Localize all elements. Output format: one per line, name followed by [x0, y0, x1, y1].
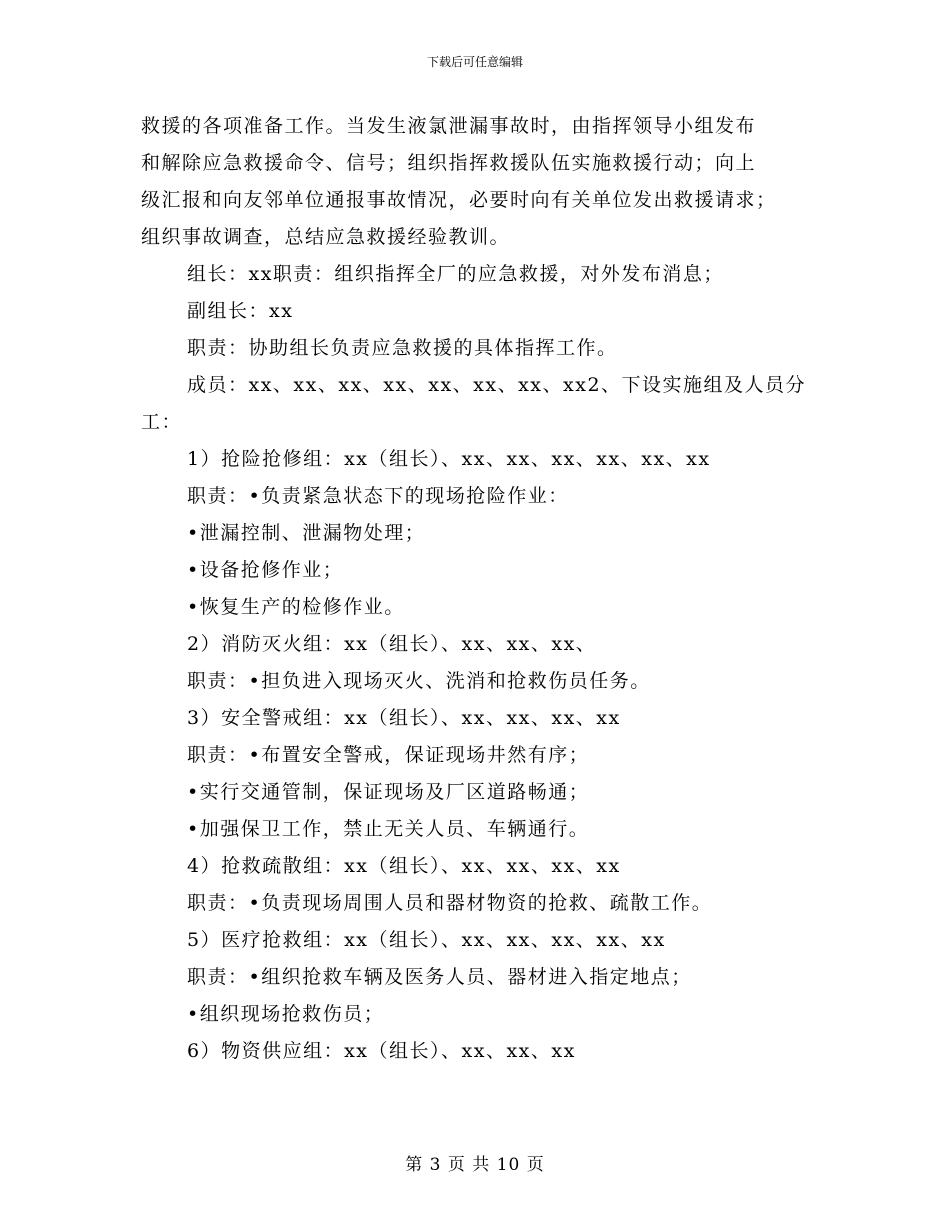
paragraph-line: 级汇报和向友邻单位通报事故情况，必要时向有关单位发出救援请求；	[141, 189, 777, 211]
section-heading: 5）医疗抢救组：xx（组长）、xx、xx、xx、xx、xx	[187, 929, 666, 951]
paragraph-line: 工：	[141, 411, 183, 433]
bullet-item: •恢复生产的检修作业。	[187, 596, 405, 618]
paragraph-line: 组长：xx职责：组织指挥全厂的应急救援，对外发布消息；	[187, 263, 724, 285]
paragraph-line: 职责：•负责现场周围人员和器材物资的抢救、疏散工作。	[187, 892, 713, 914]
paragraph-line: 职责：•担负进入现场灭火、洗消和抢救伤员任务。	[187, 670, 651, 692]
paragraph-line: 成员：xx、xx、xx、xx、xx、xx、xx、xx2、下设实施组及人员分	[187, 374, 807, 396]
bullet-item: •加强保卫工作，禁止无关人员、车辆通行。	[187, 818, 590, 840]
page-footer: 第 3 页 共 10 页	[405, 1155, 545, 1175]
paragraph-line: 职责：•布置安全警戒，保证现场井然有序；	[187, 744, 590, 766]
paragraph-line: 职责：协助组长负责应急救援的具体指挥工作。	[187, 337, 618, 359]
section-heading: 3）安全警戒组：xx（组长）、xx、xx、xx、xx	[187, 707, 621, 729]
paragraph-line: 职责：•组织抢救车辆及医务人员、器材进入指定地点；	[187, 966, 692, 988]
bullet-item: •泄漏控制、泄漏物处理；	[187, 522, 426, 544]
paragraph-line: 职责：•负责紧急状态下的现场抢险作业：	[187, 485, 569, 507]
bullet-item: •组织现场抢救伤员；	[187, 1003, 385, 1025]
section-heading: 2）消防灭火组：xx（组长）、xx、xx、xx、	[187, 633, 597, 655]
document-body	[141, 108, 811, 1070]
paragraph-line: 和解除应急救援命令、信号；组织指挥救援队伍实施救援行动；向上	[141, 152, 757, 174]
paragraph-line: 组织事故调查，总结应急救援经验教训。	[141, 226, 511, 248]
section-heading: 4）抢救疏散组：xx（组长）、xx、xx、xx、xx	[187, 855, 621, 877]
paragraph-line: 副组长：xx	[187, 300, 294, 322]
section-heading: 6）物资供应组：xx（组长）、xx、xx、xx	[187, 1040, 576, 1062]
paragraph-line: 救援的各项准备工作。当发生液氯泄漏事故时，由指挥领导小组发布	[141, 115, 757, 137]
bullet-item: •设备抢修作业；	[187, 559, 344, 581]
section-heading: 1）抢险抢修组：xx（组长）、xx、xx、xx、xx、xx、xx	[187, 448, 711, 470]
page-header: 下载后可任意编辑	[426, 55, 523, 69]
bullet-item: •实行交通管制，保证现场及厂区道路畅通；	[187, 781, 590, 803]
